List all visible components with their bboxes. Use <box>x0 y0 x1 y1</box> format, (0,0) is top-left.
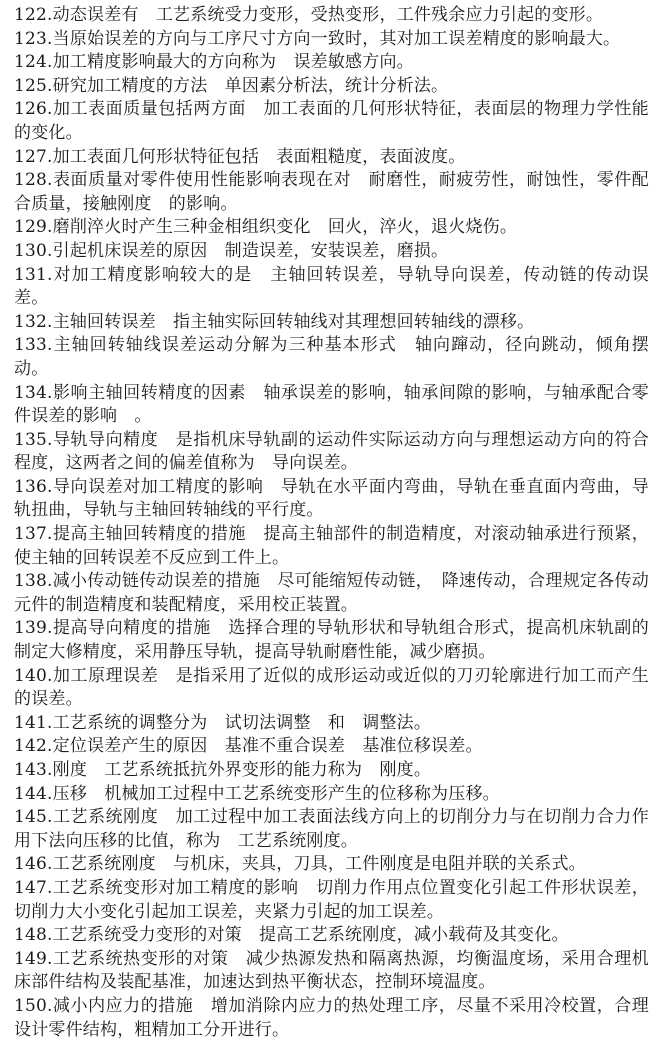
entry-127: 127.加工表面几何形状特征包括 表面粗糙度，表面波度。 <box>14 146 466 167</box>
entry-134: 134.影响主轴回转精度的因素 轴承误差的影响，轴承间隙的影响，与轴承配合零件误差的影响 。 <box>14 382 649 427</box>
entry-125: 125.研究加工精度的方法 单因素分析法，统计分析法。 <box>14 75 449 96</box>
entry-129: 129.磨削淬火时产生三种金相组织变化 回火，淬火，退火烧伤。 <box>14 217 518 238</box>
entry-130: 130.引起机床误差的原因 制造误差，安装误差，磨损。 <box>14 240 449 261</box>
entry-138: 138.减小传动链传动误差的措施 尽可能缩短传动链， 降速传动，合理规定各传动元件的制造精度和装配精度，采用校正装置。 <box>14 571 649 615</box>
entry-145: 145.工艺系统刚度 加工过程中加工表面法线方向上的切削分力与在切削力合力作用下法向压移的比值，称为 工艺系统刚度。 <box>14 807 649 851</box>
entry-146: 146.工艺系统刚度 与机床，夹具，刀具，工件刚度是电阻并联的关系式。 <box>14 854 586 875</box>
entry-143: 143.刚度 工艺系统抵抗外界变形的能力称为 刚度。 <box>14 760 432 780</box>
entry-136: 136.导向误差对加工精度的影响 导轨在水平面内弯曲，导轨在垂直面内弯曲，导轨扭曲，导轨与主轴回转轴线的平行度。 <box>14 476 649 521</box>
entry-141: 141.工艺系统的调整分为 试切法调整 和 调整法。 <box>14 712 432 733</box>
entry-128: 128.表面质量对零件使用性能影响表现在对 耐磨性，耐疲劳性，耐蚀性，零件配合质量，接触刚度 的影响。 <box>14 170 649 214</box>
entry-149: 149.工艺系统热变形的对策 减少热源发热和隔离热源，均衡温度场，采用合理机床部件结构及装配基准，加速达到热平衡状态，控制环境温度。 <box>14 948 649 993</box>
entry-135: 135.导轨导向精度 是指机床导轨副的运动件实际运动方向与理想运动方向的符合程度，这两者之间的偏差值称为 导向误差。 <box>14 429 649 474</box>
entry-150: 150.减小内应力的措施 增加消除内应力的热处理工序，尽量不采用冷校置，合理设计零件结构，粗精加工分开进行。 <box>14 995 649 1040</box>
entry-144: 144.压移 机械加工过程中工艺系统变形产生的位移称为压移。 <box>14 783 500 804</box>
entry-137: 137.提高主轴回转精度的措施 提高主轴部件的制造精度，对滚动轴承进行预紧，使主轴的回转误差不反应到工件上。 <box>14 524 649 568</box>
entry-133: 133.主轴回转轴线误差运动分解为三种基本形式 轴向蹿动，径向跳动，倾角摆动。 <box>14 335 649 379</box>
entry-131: 131.对加工精度影响较大的是 主轴回转误差，导轨导向误差，传动链的传动误差。 <box>14 264 649 309</box>
entry-122: 122.动态误差有 工艺系统受力变形，受热变形，工件残余应力引起的变形。 <box>14 5 604 25</box>
entry-139: 139.提高导向精度的措施 选择合理的导轨形状和导轨组合形式，提高机床轨副的制定大修精度，采用静压导轨，提高导轨耐磨性能，减少磨损。 <box>14 618 649 663</box>
entry-147: 147.工艺系统变形对加工精度的影响 切削力作用点位置变化引起工件形状误差，切削力大小变化引起加工误差，夹紧力引起的加工误差。 <box>14 877 649 922</box>
entry-140: 140.加工原理误差 是指采用了近似的成形运动或近似的刀刃轮廓进行加工而产生的误差。 <box>14 665 649 710</box>
entry-132: 132.主轴回转误差 指主轴实际回转轴线对其理想回转轴线的漂移。 <box>14 311 535 332</box>
entry-148: 148.工艺系统受力变形的对策 提高工艺系统刚度，减小载荷及其变化。 <box>14 925 569 946</box>
entry-126: 126.加工表面质量包括两方面 加工表面的几何形状特征，表面层的物理力学性能的变化。 <box>14 99 649 143</box>
entry-142: 142.定位误差产生的原因 基准不重合误差 基准位移误差。 <box>14 736 483 757</box>
entry-123: 123.当原始误差的方向与工序尺寸方向一致时，其对加工误差精度的影响最大。 <box>14 28 621 49</box>
entry-124: 124.加工精度影响最大的方向称为 误差敏感方向。 <box>14 52 414 73</box>
